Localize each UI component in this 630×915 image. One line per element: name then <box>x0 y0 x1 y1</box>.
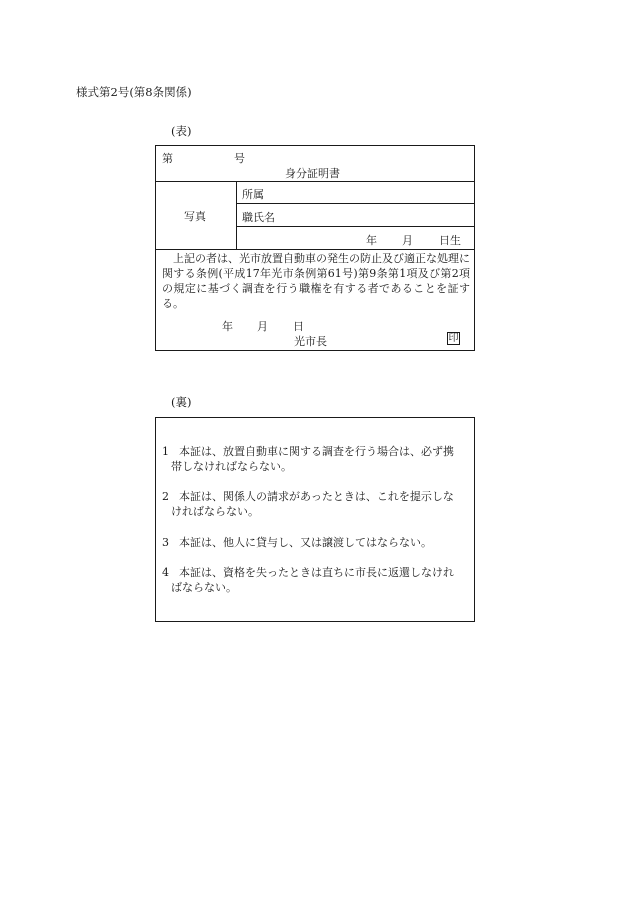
divider-photo <box>236 181 237 249</box>
note-line: ばならない。 <box>171 581 237 594</box>
note-line: 本証は、放置自動車に関する調査を行う場合は、必ず携 <box>179 445 454 458</box>
note-number: 2 <box>162 490 169 503</box>
note-number: 4 <box>162 566 169 579</box>
divider-body <box>156 249 474 250</box>
birth-day-label: 日生 <box>439 234 461 247</box>
seal-icon: 印 <box>448 333 459 344</box>
note-item-2 <box>162 489 472 519</box>
note-item-3 <box>162 535 472 550</box>
id-card-front <box>155 145 475 351</box>
divider-affiliation <box>236 203 474 204</box>
note-line: ければならない。 <box>171 505 259 518</box>
back-side-label: (裏) <box>171 395 192 409</box>
id-card-back <box>155 417 475 622</box>
name-label: 職氏名 <box>242 211 275 224</box>
note-item-4 <box>162 565 472 595</box>
issue-day-label: 日 <box>293 320 304 333</box>
note-item-1 <box>162 444 472 474</box>
affiliation-label: 所属 <box>242 188 264 201</box>
divider-name <box>236 226 474 227</box>
note-number: 3 <box>162 536 169 549</box>
note-line: 本証は、関係人の請求があったときは、これを提示しな <box>179 490 454 503</box>
photo-label: 写真 <box>184 210 206 223</box>
number-prefix: 第 <box>162 152 173 165</box>
certificate-heading: 身分証明書 <box>285 167 340 180</box>
note-line: 本証は、他人に貸与し、又は譲渡してはならない。 <box>179 536 432 549</box>
number-suffix: 号 <box>234 152 245 165</box>
birth-month-label: 月 <box>402 234 413 247</box>
issuer-name: 光市長 <box>294 335 327 348</box>
form-title: 様式第2号(第8条関係) <box>76 85 192 99</box>
front-side-label: (表) <box>171 124 192 138</box>
certification-text <box>162 251 470 311</box>
issue-year-label: 年 <box>222 320 233 333</box>
issue-month-label: 月 <box>257 320 268 333</box>
note-line: 本証は、資格を失ったときは直ちに市長に返還しなけれ <box>179 566 454 579</box>
birth-year-label: 年 <box>366 234 377 247</box>
divider-header <box>156 181 474 182</box>
note-line: 帯しなければならない。 <box>171 460 292 473</box>
certification-body: 上記の者は、光市放置自動車の発生の防止及び適正な処理に関する条例(平成17年光市条例第61号)第9条第1項及び第2項の規定に基づく調査を行う職権を有する者であることを証する。 <box>162 252 470 310</box>
note-number: 1 <box>162 445 169 458</box>
